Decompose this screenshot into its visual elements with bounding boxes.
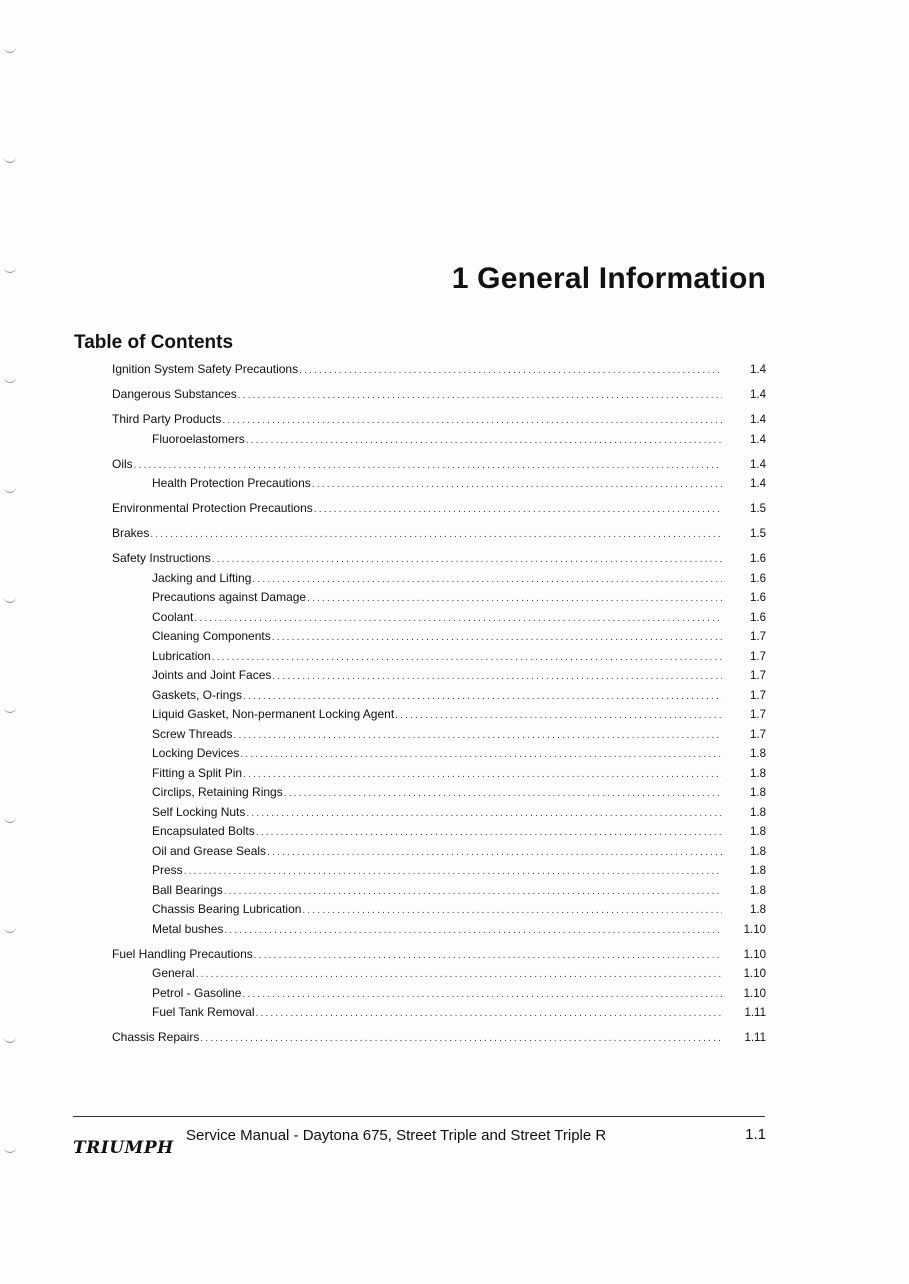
toc-entry[interactable] — [112, 785, 766, 805]
toc-entry-page: 1.4 — [750, 478, 766, 490]
toc-entry[interactable] — [112, 501, 766, 521]
punch-hole-mark — [4, 596, 16, 603]
toc-entry[interactable] — [112, 947, 766, 967]
toc-entry[interactable] — [112, 629, 766, 649]
toc-entry-page: 1.7 — [750, 689, 766, 702]
toc-dot-leader — [212, 652, 722, 663]
toc-dot-leader — [254, 950, 722, 961]
toc-dot-leader — [224, 925, 722, 936]
toc-dot-leader — [256, 827, 722, 838]
toc-entry-page: 1.10 — [743, 987, 766, 1000]
toc-entry[interactable] — [112, 526, 766, 546]
punch-hole-mark — [4, 706, 16, 713]
toc-entry-label: Dangerous Substances — [112, 387, 237, 401]
toc-entry-page: 1.8 — [750, 806, 766, 819]
toc-entry-label: Cleaning Components — [152, 629, 271, 643]
toc-dot-leader — [150, 529, 722, 540]
punch-hole-mark — [4, 46, 16, 53]
toc-entry-label: Lubrication — [152, 648, 211, 663]
toc-entry-page: 1.11 — [744, 1007, 766, 1019]
toc-dot-leader — [284, 788, 722, 799]
toc-dot-leader — [184, 866, 722, 877]
toc-entry-page: 1.8 — [750, 767, 766, 780]
toc-entry-page: 1.4 — [750, 389, 766, 401]
toc-entry-page: 1.8 — [750, 865, 766, 877]
toc-dot-leader — [212, 554, 722, 565]
toc-dot-leader — [200, 1033, 722, 1044]
toc-entry-label: Fuel Tank Removal — [152, 1005, 255, 1019]
footer-manual-title: Service Manual - Daytona 675, Street Triple and Street Triple R — [186, 1127, 607, 1144]
toc-entry[interactable] — [112, 902, 766, 922]
toc-dot-leader — [243, 691, 722, 702]
toc-entry[interactable] — [112, 824, 766, 844]
toc-entry-page: 1.8 — [750, 845, 766, 858]
toc-entry-page: 1.10 — [743, 923, 766, 936]
toc-entry[interactable] — [112, 668, 766, 688]
toc-entry-page: 1.6 — [750, 572, 766, 585]
toc-entry-page: 1.4 — [750, 414, 766, 426]
toc-entry-page: 1.6 — [750, 611, 766, 624]
toc-entry[interactable] — [112, 883, 766, 903]
punch-hole-mark — [4, 156, 16, 163]
toc-dot-leader — [302, 905, 722, 916]
toc-entry-page: 1.4 — [750, 364, 766, 376]
toc-entry[interactable] — [112, 805, 766, 825]
toc-entry[interactable] — [112, 688, 766, 708]
toc-dot-leader — [196, 969, 722, 980]
toc-dot-leader — [134, 460, 722, 471]
toc-entry-page: 1.7 — [750, 670, 766, 682]
toc-entry-label: Circlips, Retaining Rings — [152, 785, 283, 799]
toc-entry-label: Fitting a Split Pin — [152, 765, 243, 780]
toc-entry[interactable] — [112, 476, 766, 496]
toc-entry-label: Brakes — [112, 526, 150, 540]
toc-dot-leader — [194, 613, 722, 624]
toc-entry-label: Petrol - Gasoline — [152, 985, 242, 1000]
toc-entry-label: Fluoroelastomers — [152, 431, 245, 446]
toc-entry[interactable] — [112, 922, 766, 942]
toc-entry-label: Jacking and Lifting — [152, 570, 252, 585]
toc-dot-leader — [267, 847, 722, 858]
toc-entry[interactable] — [112, 727, 766, 747]
toc-entry[interactable] — [112, 966, 766, 986]
toc-entry-label: Ball Bearings — [152, 882, 223, 897]
toc-entry[interactable] — [112, 986, 766, 1006]
toc-entry-label: Safety Instructions — [112, 551, 211, 565]
toc-entry-page: 1.5 — [750, 503, 766, 515]
toc-entry[interactable] — [112, 457, 766, 477]
toc-heading: Table of Contents — [74, 332, 234, 353]
toc-entry-label: Gaskets, O-rings — [152, 687, 243, 702]
toc-dot-leader — [238, 390, 722, 401]
toc-dot-leader — [224, 886, 722, 897]
toc-dot-leader — [246, 808, 722, 819]
toc-entry-label: General — [152, 966, 195, 980]
toc-entry-page: 1.8 — [750, 904, 766, 916]
toc-entry-label: Environmental Protection Precautions — [112, 501, 313, 515]
toc-dot-leader — [312, 479, 722, 490]
toc-dot-leader — [272, 632, 722, 643]
toc-entry[interactable] — [112, 863, 766, 883]
toc-entry[interactable] — [112, 432, 766, 452]
toc-entry-label: Joints and Joint Faces — [152, 668, 272, 682]
footer-page-number: 1.1 — [745, 1126, 766, 1143]
toc-entry-label: Chassis Bearing Lubrication — [152, 902, 302, 916]
toc-entry-page: 1.5 — [750, 528, 766, 540]
toc-entry[interactable] — [112, 590, 766, 610]
toc-entry-label: Self Locking Nuts — [152, 804, 246, 819]
toc-entry-label: Precautions against Damage — [152, 590, 307, 604]
table-of-contents — [112, 362, 766, 1050]
toc-entry-page: 1.8 — [750, 748, 766, 760]
footer-divider — [73, 1116, 765, 1117]
toc-entry-page: 1.11 — [744, 1032, 766, 1044]
toc-entry-label: Ignition System Safety Precautions — [112, 362, 299, 376]
punch-hole-mark — [4, 376, 16, 383]
toc-dot-leader — [307, 593, 722, 604]
toc-entry-label: Health Protection Precautions — [152, 476, 311, 490]
toc-entry-label: Screw Threads — [152, 726, 233, 741]
toc-entry-page: 1.7 — [750, 650, 766, 663]
toc-entry-label: Metal bushes — [152, 921, 224, 936]
toc-entry[interactable] — [112, 571, 766, 591]
toc-entry-label: Encapsulated Bolts — [152, 824, 255, 838]
toc-entry[interactable] — [112, 1030, 766, 1050]
punch-hole-mark — [4, 1036, 16, 1043]
toc-entry-page: 1.7 — [750, 709, 766, 721]
toc-entry[interactable] — [112, 1005, 766, 1025]
toc-entry-page: 1.10 — [743, 968, 766, 980]
toc-dot-leader — [395, 710, 722, 721]
toc-entry[interactable] — [112, 746, 766, 766]
toc-dot-leader — [256, 1008, 723, 1019]
toc-entry-page: 1.10 — [743, 948, 766, 961]
toc-entry-label: Chassis Repairs — [112, 1030, 200, 1044]
punch-hole-mark — [4, 486, 16, 493]
toc-dot-leader — [272, 671, 722, 682]
toc-entry[interactable] — [112, 844, 766, 864]
toc-entry[interactable] — [112, 610, 766, 630]
toc-entry[interactable] — [112, 707, 766, 727]
toc-entry-label: Press — [152, 863, 183, 877]
toc-dot-leader — [240, 749, 722, 760]
toc-entry-label: Fuel Handling Precautions — [112, 946, 253, 961]
punch-hole-mark — [4, 926, 16, 933]
toc-entry-page: 1.6 — [750, 553, 766, 565]
toc-dot-leader — [233, 730, 722, 741]
toc-entry-page: 1.8 — [750, 826, 766, 838]
toc-entry[interactable] — [112, 412, 766, 432]
toc-dot-leader — [243, 769, 722, 780]
toc-entry-page: 1.8 — [750, 884, 766, 897]
toc-entry[interactable] — [112, 551, 766, 571]
chapter-title: 1 General Information — [451, 262, 766, 295]
toc-dot-leader — [314, 504, 722, 515]
punch-hole-mark — [4, 1146, 16, 1153]
toc-entry[interactable] — [112, 649, 766, 669]
punch-hole-mark — [4, 266, 16, 273]
toc-entry[interactable] — [112, 362, 766, 382]
toc-entry-label: Coolant — [152, 609, 194, 624]
toc-entry[interactable] — [112, 766, 766, 786]
toc-dot-leader — [242, 989, 722, 1000]
brand-logo: TRIUMPH — [73, 1138, 174, 1158]
toc-entry-page: 1.6 — [750, 592, 766, 604]
toc-dot-leader — [252, 574, 722, 585]
toc-entry-page: 1.4 — [750, 433, 766, 446]
toc-entry-label: Locking Devices — [152, 746, 240, 760]
toc-entry-label: Liquid Gasket, Non-permanent Locking Agent — [152, 707, 395, 721]
toc-entry-page: 1.4 — [750, 458, 766, 471]
toc-entry[interactable] — [112, 387, 766, 407]
toc-entry-label: Oil and Grease Seals — [152, 843, 267, 858]
punch-hole-mark — [4, 816, 16, 823]
toc-entry-page: 1.7 — [750, 728, 766, 741]
toc-entry-label: Oils — [112, 456, 133, 471]
toc-entry-page: 1.8 — [750, 787, 766, 799]
toc-dot-leader — [246, 435, 722, 446]
toc-entry-label: Third Party Products — [112, 412, 222, 426]
toc-dot-leader — [299, 365, 722, 376]
toc-dot-leader — [222, 415, 722, 426]
toc-entry-page: 1.7 — [750, 631, 766, 643]
